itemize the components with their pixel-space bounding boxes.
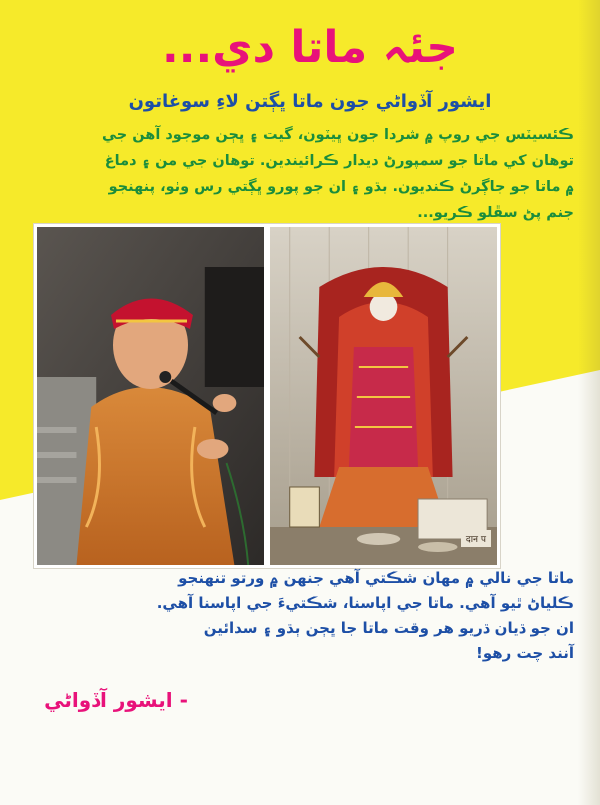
message-line: ان جو ڌيان ڌريو هر وقت ماتا جا ڀڄن ٻڌو ۽ سدائين: [203, 619, 574, 637]
message-line: آنند چت رهو!: [476, 644, 574, 662]
message-line: ڪلياڻ ٿيو آهي. ماتا جي اپاسنا، شڪتيءَ جي اپاسنا آهي.: [156, 594, 574, 612]
message-paragraph: [26, 566, 574, 666]
intro-line: جنم پڻ سڦلو ڪريو...: [417, 205, 574, 221]
page-edge-shadow: [578, 0, 600, 805]
singer-photo-image: [37, 227, 264, 565]
intro-line: توهان کي ماتا جو سمپورڻ ديدار ڪرائيندين. توهان جي من ۽ دماغ: [104, 153, 574, 169]
message-line: ماتا جي نالي ۾ مهان شڪتي آهي جنهن ۾ ورتو تنهنجو: [178, 569, 574, 587]
intro-paragraph: [26, 122, 574, 226]
shrine-plaque-text: दान प: [461, 530, 491, 547]
singer-photo: [37, 227, 264, 565]
photo-spread: [34, 224, 500, 568]
page-title: جئہ ماتا دي...: [162, 22, 458, 73]
intro-line: ڪئسيٽس جي روپ ۾ شردا جون ڀيٽون، گيت ۽ ڀڄن موجود آهن جي: [102, 127, 574, 143]
author-signature: - ايشور آڏواڻي: [44, 688, 188, 712]
shrine-photo-image: [270, 227, 497, 565]
page-subtitle: ايشور آڏواڻي جون ماتا ڀڳتن لاءِ سوغاتون: [128, 91, 492, 112]
intro-line: ۾ ماتا جو جاڳرڻ ڪنديون. بڌو ۽ ان جو پورو ڀڳتي رس وٺو، پنهنجو: [108, 179, 574, 195]
shrine-photo: [270, 227, 497, 565]
